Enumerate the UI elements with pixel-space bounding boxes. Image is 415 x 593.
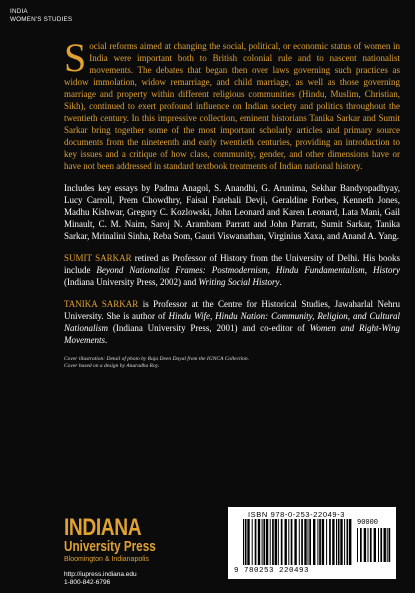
drop-cap: S [64,35,87,80]
book-title: Beyond Nationalist Frames: Postmodernism, Hindu Fundamentalism, History [96,265,400,275]
series-label [10,8,72,24]
price-code: 90000 [357,519,379,527]
publisher-subtitle: University Press [64,538,156,555]
publisher-logo [64,514,182,564]
cover-illustration-credit: Cover illustration: Detail of photo by Raja Deen Dayal from the IGNCA Collection. [64,356,249,362]
bio-text: is Professor at the Centre for Historical Studies, Jawaharlal Nehru University. She is author of [64,299,400,321]
author-name: TANIKA SARKAR [64,299,139,309]
series-line-womens-studies: WOMEN'S STUDIES [10,16,73,23]
isbn-text: ISBN 978-0-253-22049-3 [248,510,346,519]
book-title: Hindu Wife, Hindu Nation: Community, Religion, and Cultural Nationalism [64,311,400,333]
author-bio-sumit [64,252,400,288]
publisher-contact [64,571,137,587]
back-cover-text [64,35,400,370]
book-title: Women and Right-Wing Movements [64,323,400,345]
ean-digits: 9 780253 220493 [234,567,310,575]
book-description [64,35,400,172]
publisher-url[interactable]: http://iupress.indiana.edu [64,571,137,578]
price-barcode-bars [356,528,392,562]
publisher-place: Bloomington & Indianapolis [64,556,149,563]
bio-text: . [104,335,108,345]
contributors-paragraph: Includes key essays by Padma Anagol, S. Anandhi, G. Arunima, Sekhar Bandyopadhyay, Lucy Carroll, Prem Chowdhry, Faisal Fatehali Devji, Geraldine Forbes, Kenneth Jones, Madhu Kishwar, Gregory C. Kozlowski, John Leonard and Karen Leonard, Lata Mani, Gail Minault, C. M. Naim, Saroj N. Arambam Parratt and John Parratt, Sumit Sarkar, Tanika Sarkar, Mrinalini Sinha, Reba Som, Gauri Viswanathan, Virginius Xaxa, and Anand A. Yang. [64,183,400,241]
book-title: Writing Social History [198,277,280,287]
bio-text: retired as Professor of History from the University of Delhi. His books include [64,253,400,275]
cover-design-credit: Cover based on a design by Anuradha Roy. [64,363,160,369]
bio-text: (Indiana University Press, 2001) and co-editor of [108,323,310,333]
publisher-phone: 1-800-842-6796 [64,579,111,586]
bio-text: (Indiana University Press, 2002) and [64,277,199,287]
bio-text: . [279,277,282,287]
description-text: ocial reforms aimed at changing the social, political, or economic status of women in India were important both to British colonial rule and to nascent nationalist movements. The debates that began then over laws governing such practices as widow immolation, widow remarriage, and child marriage, as well as those governing marriage and property within different religious communities (Hindu, Muslim, Christian, Sikh), continued to exert profound influence on Indian society and politics throughout the twentieth century. In this impressive collection, eminent historians Tanika Sarkar and Sumit Sarkar bring together some of the most important scholarly articles and primary source documents from the nineteenth and early twentieth centuries, providing an introduction to key issues and a critique of how class, community, gender, and other dimensions have or have not been addressed in standard textbook treatments of Indian national history. [64,41,400,171]
series-line-india: INDIA [10,8,28,15]
author-name: SUMIT SARKAR [64,253,132,263]
ean-barcode-bars [242,519,352,567]
barcode [228,507,396,579]
publisher-name: INDIANA [64,514,142,541]
author-bio-tanika [64,298,400,346]
cover-credits [64,356,400,370]
